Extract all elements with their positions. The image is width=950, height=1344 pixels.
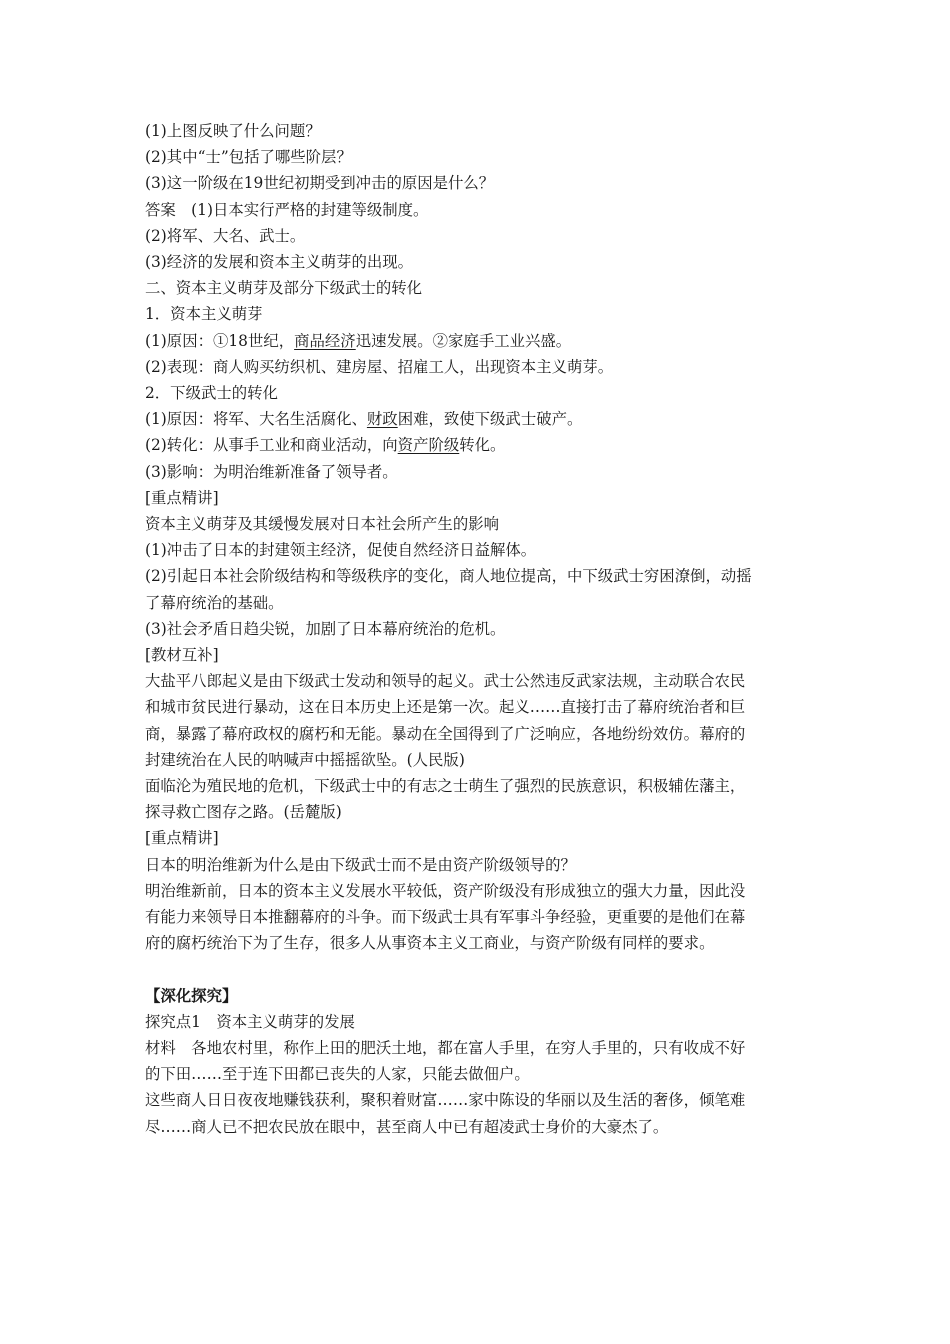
samurai-cause-line: [145, 406, 810, 432]
samurai-transform-line: [145, 432, 810, 458]
document-page: [145, 118, 810, 1140]
supplement-para-2a: 面临沦为殖民地的危机，下级武士中的有志之士萌生了强烈的民族意识，积极辅佐藩主，: [145, 777, 746, 796]
supplement-para-2b: 探寻救亡图存之路。(岳麓版): [145, 803, 342, 822]
subheading-samurai-transformation: 2．下级武士的转化: [145, 384, 278, 403]
answer-1: 答案 (1)日本实行严格的封建等级制度。: [145, 200, 429, 219]
question-2: (2)其中“士”包括了哪些阶层？: [145, 148, 352, 167]
key-points-label-2: [重点精讲]: [145, 829, 219, 848]
deep-inquiry-heading: 【深化探究】: [145, 986, 238, 1005]
key-point-2a: (2)引起日本社会阶级结构和等级秩序的变化，商人地位提高，中下级武士穷困潦倒，动摇: [145, 567, 752, 586]
samurai-cause-suffix: 困难，致使下级武士破产。: [397, 410, 583, 429]
subheading-capitalism-sprouts: 1．资本主义萌芽: [145, 305, 263, 324]
key-points-label: [重点精讲]: [145, 488, 219, 507]
key-point-2b: 了幕府统治的基础。: [145, 593, 284, 612]
manifestation-line: (2)表现：商人购买纺织机、建房屋、招雇工人，出现资本主义萌芽。: [145, 357, 614, 376]
cause-line: [145, 328, 810, 354]
transform-prefix: (2)转化：从事手工业和商业活动，向: [145, 436, 398, 455]
key-point-3: (3)社会矛盾日趋尖锐，加剧了日本幕府统治的危机。: [145, 619, 506, 638]
answer-3: (3)经济的发展和资本主义萌芽的出现。: [145, 253, 414, 272]
material-para-2b: 尽……商人已不把农民放在眼中，甚至商人中已有超凌武士身价的大豪杰了。: [145, 1117, 669, 1136]
key-points-title-2: 日本的明治维新为什么是由下级武士而不是由资产阶级领导的？: [145, 855, 576, 874]
supplement-para-1c: 商，暴露了幕府政权的腐朽和无能。暴动在全国得到了广泛响应，各地纷纷效仿。幕府的: [145, 724, 746, 743]
key-points-para-c: 府的腐朽统治下为了生存，很多人从事资本主义工商业，与资产阶级有同样的要求。: [145, 934, 715, 953]
cause-prefix: (1)原因：①18世纪，: [145, 331, 295, 350]
supplement-para-1a: 大盐平八郎起义是由下级武士发动和领导的起义。武士公然违反武家法规，主动联合农民: [145, 672, 746, 691]
underlined-term: 资产阶级: [397, 436, 460, 455]
samurai-cause-prefix: (1)原因：将军、大名生活腐化、: [145, 410, 367, 429]
textbook-supplement-label: [教材互补]: [145, 646, 219, 665]
cause-suffix: 迅速发展。②家庭手工业兴盛。: [355, 331, 572, 350]
key-point-1: (1)冲击了日本的封建领主经济，促使自然经济日益解体。: [145, 541, 537, 560]
material-para-2a: 这些商人日日夜夜地赚钱获利，聚积着财富……家中陈设的华丽以及生活的奢侈，倾笔难: [145, 1091, 746, 1110]
key-points-title: 资本主义萌芽及其缓慢发展对日本社会所产生的影响: [145, 515, 499, 534]
material-para-1b: 的下田……至于连下田都已丧失的人家，只能去做佃户。: [145, 1065, 530, 1084]
underlined-term: 财政: [366, 410, 398, 429]
underlined-term: 商品经济: [294, 331, 356, 350]
key-points-para-a: 明治维新前，日本的资本主义发展水平较低，资产阶级没有形成独立的强大力量，因此没: [145, 881, 746, 900]
supplement-para-1b: 和城市贫民进行暴动，这在日本历史上还是第一次。起义……直接打击了幕府统治者和巨: [145, 698, 746, 717]
samurai-impact-line: (3)影响：为明治维新准备了领导者。: [145, 462, 398, 481]
blank-line: [145, 957, 810, 983]
key-points-para-b: 有能力来领导日本推翻幕府的斗争。而下级武士具有军事斗争经验，更重要的是他们在幕: [145, 908, 746, 927]
material-para-1a: 材料 各地农村里，称作上田的肥沃土地，都在富人手里，在穷人手里的，只有收成不好: [145, 1038, 746, 1057]
supplement-para-1d: 封建统治在人民的呐喊声中摇摇欲坠。(人民版): [145, 750, 465, 769]
question-3: (3)这一阶级在19世纪初期受到冲击的原因是什么？: [145, 174, 495, 193]
question-1: (1)上图反映了什么问题？: [145, 122, 321, 140]
answer-2: (2)将军、大名、武士。: [145, 226, 306, 245]
inquiry-point-1: 探究点1 资本主义萌芽的发展: [145, 1012, 355, 1031]
transform-suffix: 转化。: [459, 436, 506, 455]
section-heading: 二、资本主义萌芽及部分下级武士的转化: [145, 279, 423, 298]
